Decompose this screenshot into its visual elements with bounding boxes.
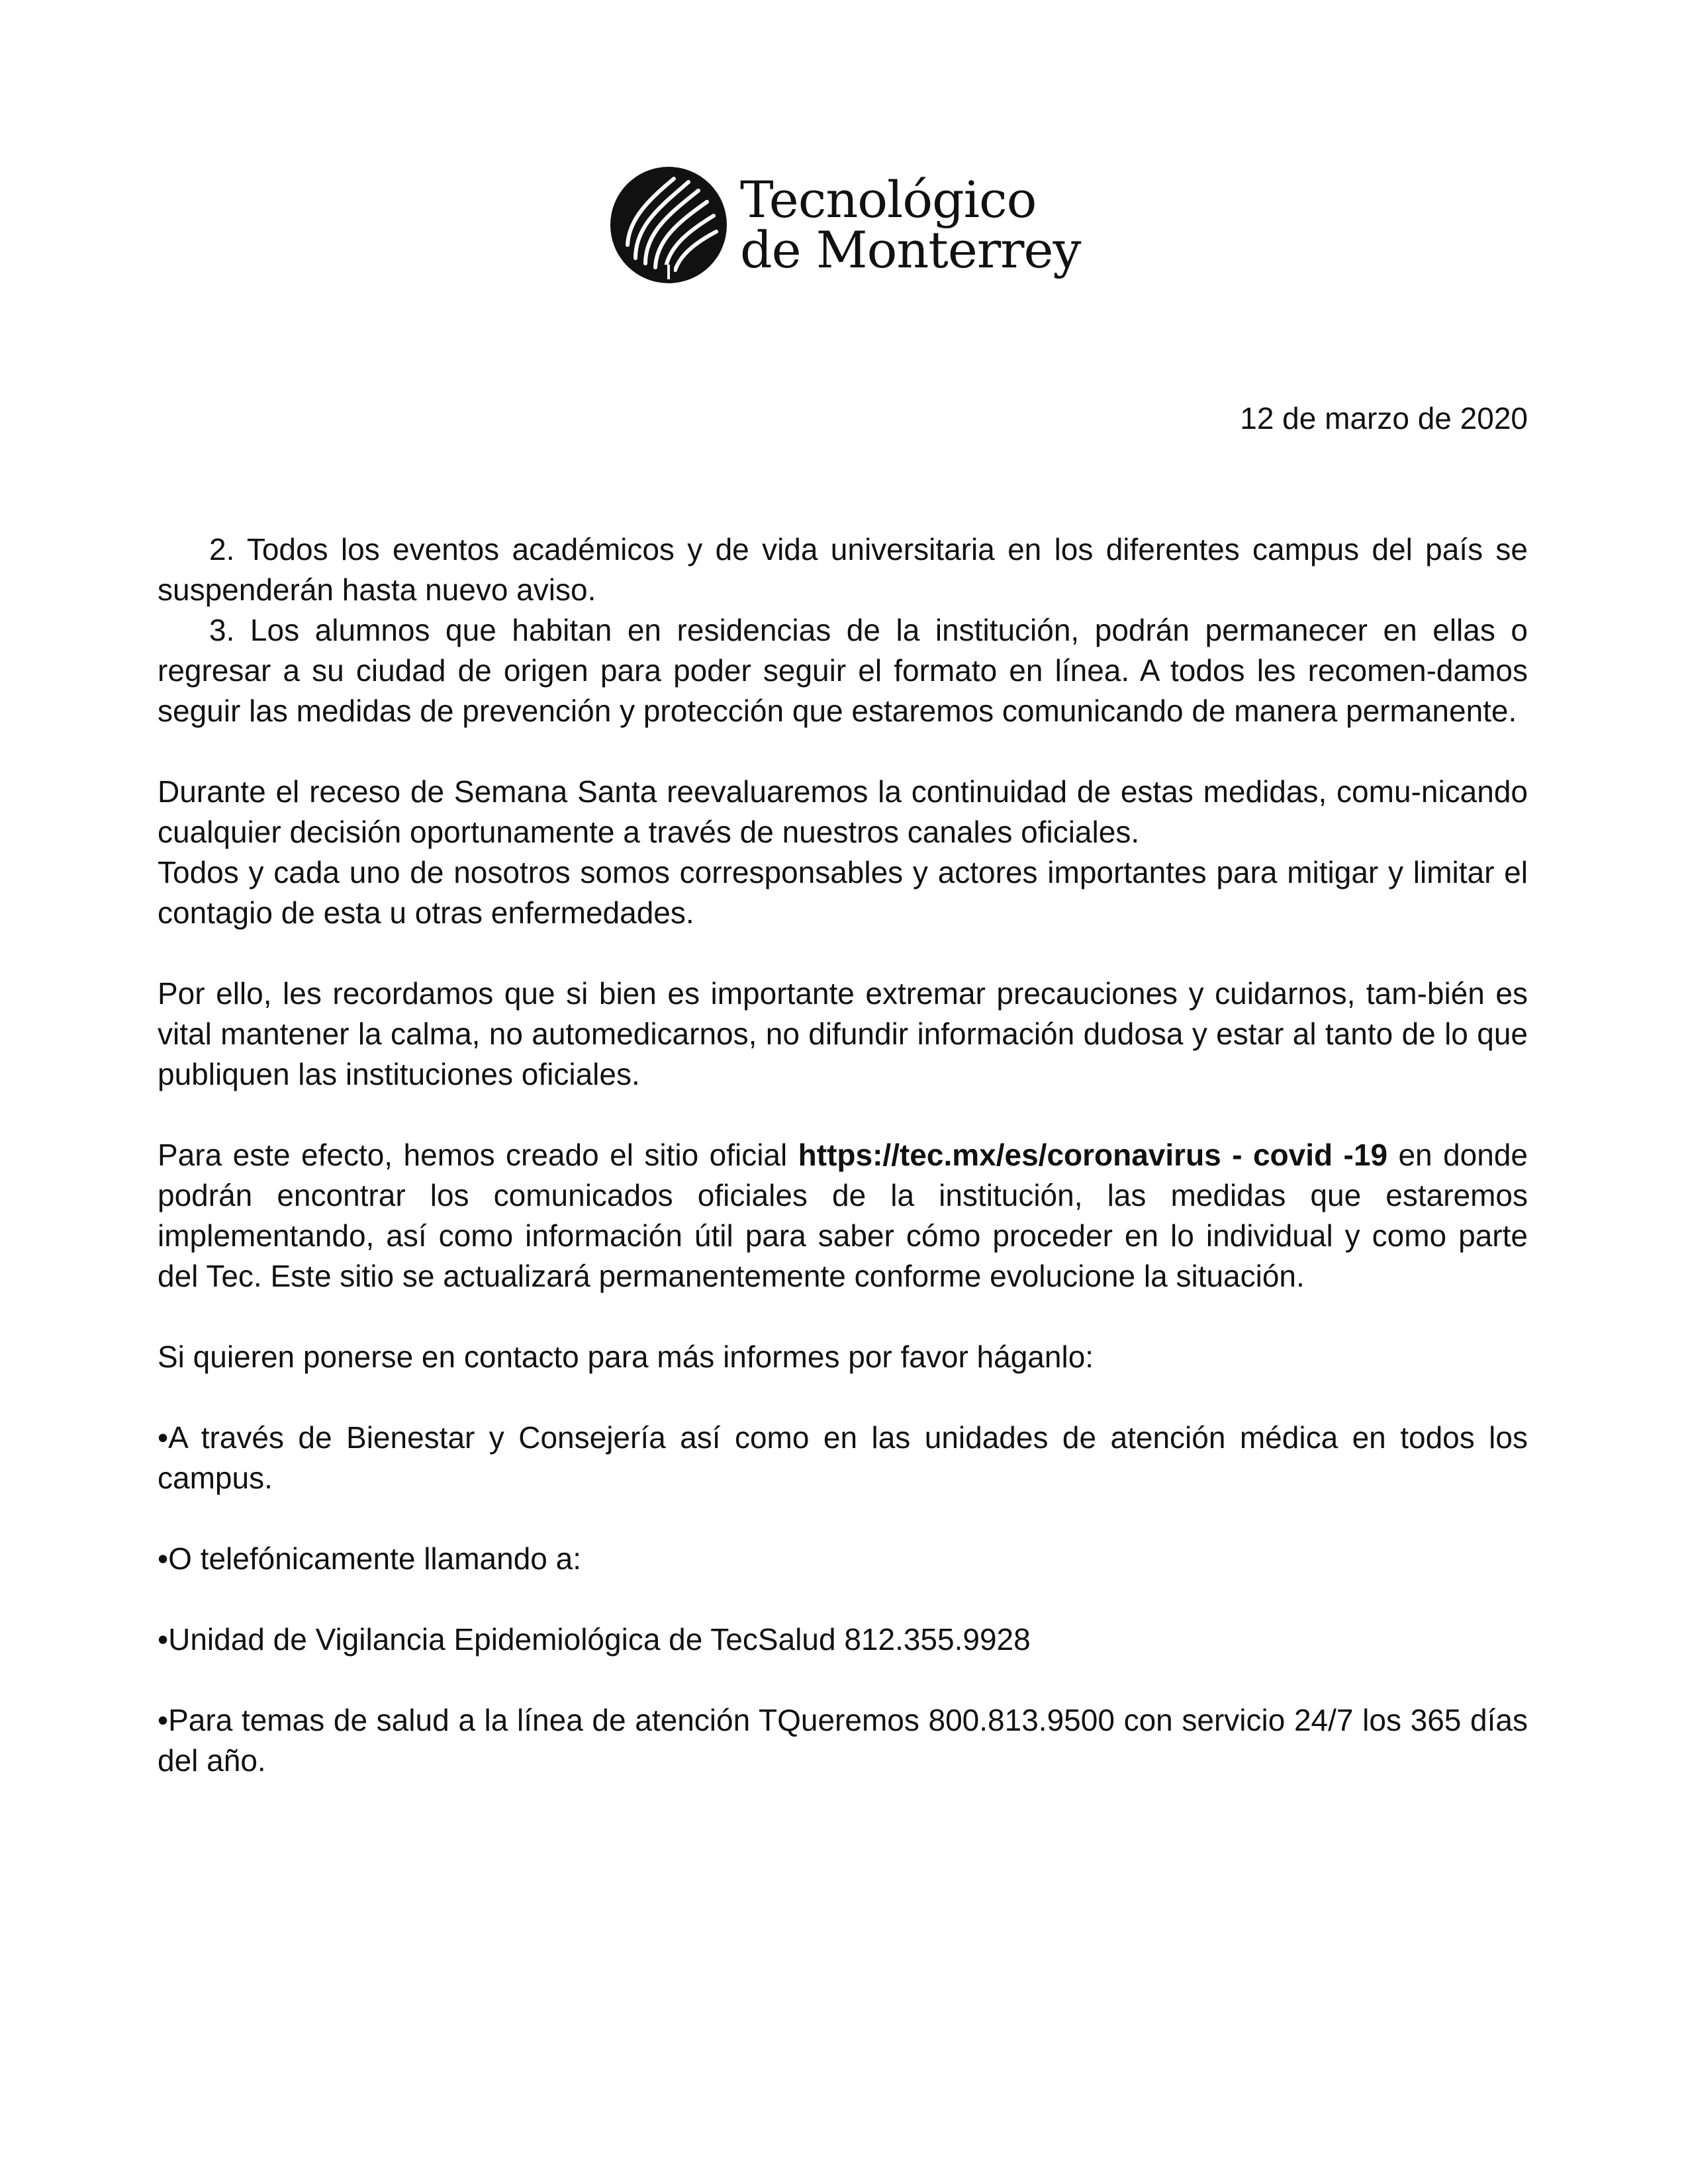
por-ello-paragraph: Por ello, les recordamos que si bien es importante extremar precauciones y cuidarnos, tam-bién es vital mantener la calma, no automedicarnos, no difundir información dudosa y estar al tanto de lo que publiquen las instituciones oficiales. [158, 976, 1528, 1091]
covid-site-link[interactable]: https://tec.mx/es/coronavirus - covid -19 [798, 1138, 1388, 1172]
tec-flame-logo-icon [609, 165, 728, 285]
receso-paragraph: Durante el receso de Semana Santa reevaluaremos la continuidad de estas medidas, comu-nicando cualquier decisión oportunamente a través de nuestros canales oficiales. [158, 774, 1528, 849]
letter-date: 12 de marzo de 2020 [1240, 401, 1528, 435]
todos-paragraph: Todos y cada uno de nosotros somos corresponsables y actores importantes para mitigar y limitar el contagio de esta u otras enfermedades. [158, 855, 1528, 930]
sitio-text-after: en donde podrán encontrar los comunicados oficiales de la institución, las medidas que estaremos implementando, así como información útil para saber cómo proceder en lo individual y como parte del Tec. Este sitio se actualizará permanentemente conforme evolucione la situación. [158, 1138, 1528, 1293]
sitio-paragraph [158, 1135, 1528, 1297]
letter-body [158, 529, 1528, 1781]
bullet-telefono: •O telefónicamente llamando a: [158, 1541, 582, 1576]
bullet-salud: •Para temas de salud a la línea de atención TQueremos 800.813.9500 con servicio 24/7 los 365 días del año. [158, 1703, 1528, 1778]
sitio-text-before: Para este efecto, hemos creado el sitio oficial [158, 1138, 798, 1172]
institution-logo [609, 165, 1081, 298]
contacto-paragraph: Si quieren ponerse en contacto para más informes por favor háganlo: [158, 1340, 1094, 1374]
institution-name-line2: de Monterrey [740, 220, 1081, 279]
item-2-paragraph: 2. Todos los eventos académicos y de vida universitaria en los diferentes campus del país se suspenderán hasta nuevo aviso. [158, 532, 1528, 607]
bullet-vigilancia: •Unidad de Vigilancia Epidemiológica de TecSalud 812.355.9928 [158, 1622, 1031, 1657]
institution-name-line1: Tecnológico [740, 170, 1037, 229]
institution-name [740, 170, 1081, 279]
bullet-bienestar: •A través de Bienestar y Consejería así como en las unidades de atención médica en todos los campus. [158, 1420, 1528, 1495]
item-3-paragraph: 3. Los alumnos que habitan en residencias de la institución, podrán permanecer en ellas o regresar a su ciudad de origen para poder seguir el formato en línea. A todos les recomen-damos seguir las medidas de prevención y protección que estaremos comunicando de manera permanente. [158, 613, 1528, 728]
